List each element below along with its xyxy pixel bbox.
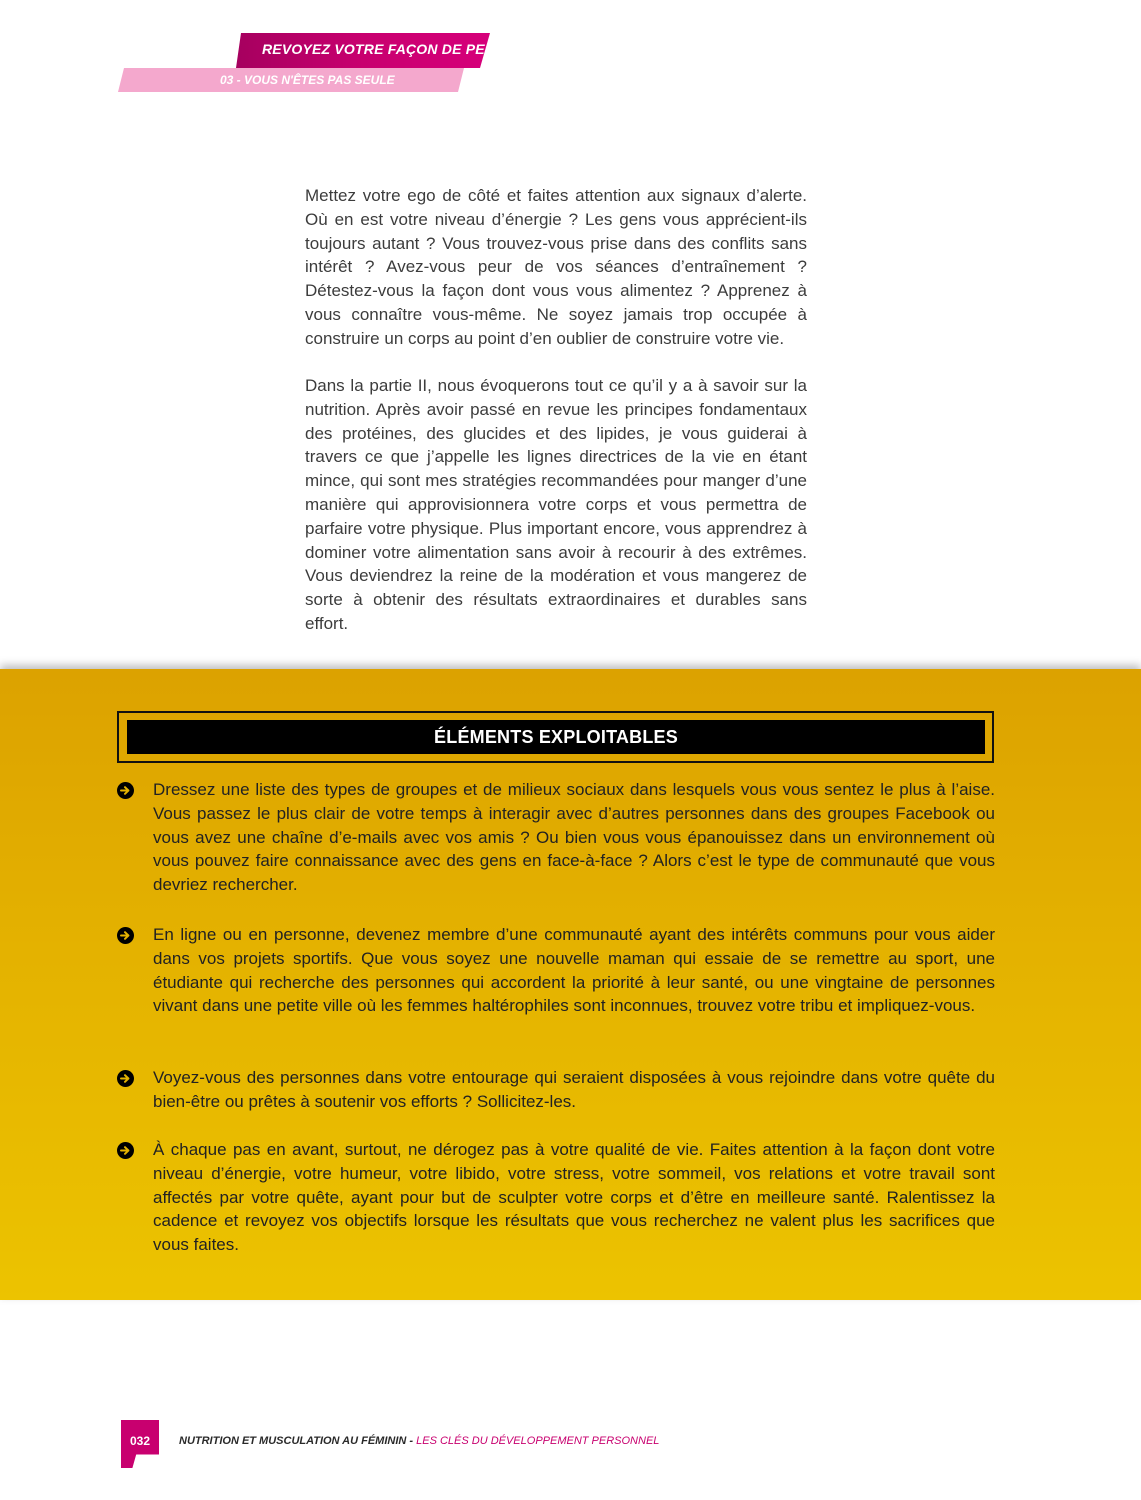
arrow-circle-right-icon — [117, 1142, 134, 1159]
chapter-title: REVOYEZ VOTRE FAÇON DE PENSER — [262, 41, 525, 57]
list-item-text: Dressez une liste des types de groupes et de milieux sociaux dans lesquels vous vous sentez le plus à l’aise. Vous passez le plus clair de votre temps à interagir avec d’autres personnes dans des groupes Facebook ou vous avez une chaîne d’e-mails avec vos amis ? Ou bien vous vous épanouissez dans un environnement où vous pouvez faire connaissance avec des gens en face-à-face ? Alors c’est le type de communauté que vous devriez rechercher. — [153, 780, 995, 895]
arrow-circle-right-icon — [117, 1070, 134, 1087]
actionable-title: ÉLÉMENTS EXPLOITABLES — [434, 726, 678, 747]
list-item — [117, 923, 995, 1018]
list-item — [117, 1066, 995, 1114]
book-subtitle: LES CLÉS DU DÉVELOPPEMENT PERSONNEL — [416, 1435, 660, 1447]
arrow-circle-right-icon — [117, 782, 134, 799]
page-number: 032 — [129, 1434, 151, 1448]
actionable-title-bar — [127, 720, 985, 754]
arrow-circle-right-icon — [117, 927, 134, 944]
list-item-text: Voyez-vous des personnes dans votre entourage qui seraient disposées à vous rejoindre dans votre quête du bien-être ou prêtes à soutenir vos efforts ? Sollicitez-les. — [153, 1068, 995, 1111]
section-title: 03 - VOUS N'ÊTES PAS SEULE — [220, 73, 395, 87]
running-footer — [179, 1435, 659, 1447]
list-item — [117, 1138, 995, 1257]
body-paragraph: Mettez votre ego de côté et faites attention aux signaux d’alerte. Où en est votre niveau d’énergie ? Les gens vous apprécient-ils toujours autant ? Vous trouvez-vous prise dans des conflits sans intérêt ? Avez-vous peur de vos séances d’entraînement ? Détestez-vous la façon dont vous vous alimentez ? Apprenez à vous connaître vous-même. Ne soyez jamais trop occupée à construire un corps au point d’en oublier de construire votre vie. — [305, 186, 807, 348]
body-paragraph: Dans la partie II, nous évoquerons tout ce qu’il y a à savoir sur la nutrition. Après avoir passé en revue les principes fondamentaux des protéines, des glucides et des lipides, je vous guiderai à travers ce que j’appelle les lignes directrices de la vie en étant mince, qui sont mes stratégies recommandées pour manger d’une manière qui approvisionnera votre corps et vous permettra de parfaire votre physique. Plus important encore, vous apprendrez à dominer votre alimentation sans avoir à recourir à des extrêmes. Vous deviendrez la reine de la modération et vous mangerez de sorte à obtenir des résultats extraordinaires et durables sans effort. — [305, 376, 807, 633]
footer-separator: - — [406, 1435, 417, 1447]
list-item-text: À chaque pas en avant, surtout, ne dérogez pas à votre qualité de vie. Faites attention à la façon dont votre niveau d’énergie, votre humeur, votre libido, votre stress, votre sommeil, vos relations et votre travail sont affectés par votre quête, ayant pour but de sculpter votre corps et d’être en meilleure santé. Ralentissez la cadence et revoyez vos objectifs lorsque les résultats que vous recherchez ne valent plus les sacrifices que vous faites. — [153, 1140, 995, 1255]
book-title: NUTRITION ET MUSCULATION AU FÉMININ — [179, 1435, 407, 1447]
list-item — [117, 778, 995, 897]
list-item-text: En ligne ou en personne, devenez membre d’une communauté ayant des intérêts communs pour vous aider dans vos projets sportifs. Que vous soyez une nouvelle maman qui essaie de se remettre au sport, une étudiante qui recherche des personnes qui accordent la priorité à leur santé, ou une vingtaine de personnes vivant dans une petite ville où les femmes haltérophiles sont inconnues, trouvez votre tribu et impliquez-vous. — [153, 925, 995, 1016]
